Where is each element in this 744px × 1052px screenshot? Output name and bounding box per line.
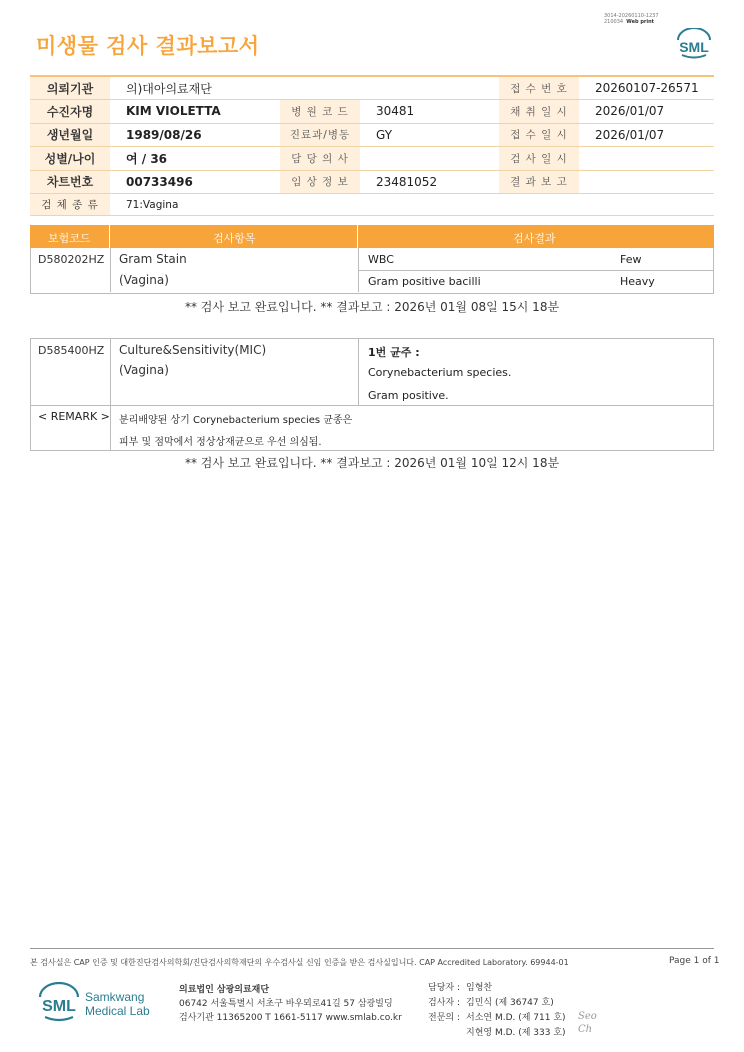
results-header: [30, 225, 714, 248]
sex-age-label: 성별/나이: [30, 147, 110, 171]
test2-item-line2: (Vagina): [119, 363, 169, 377]
hospital-code-label: 병 원 코 드: [280, 100, 360, 124]
cert-text: 본 검사실은 CAP 인증 및 대한진단검사의학회/진단검사의학재단의 우수검사실 신임 인증을 받은 검사실입니다. CAP Accredited Laboratory. 69944-01: [30, 958, 569, 967]
meta-line1: 3014-20260110-1237: [604, 13, 659, 19]
clinical-label: 임 상 정 보: [280, 170, 360, 194]
signature-line2: Ch: [578, 1024, 593, 1035]
birth-label: 생년월일: [30, 123, 110, 147]
remark-line2: 피부 및 점막에서 정상상재균으로 우선 의심됨.: [119, 437, 322, 448]
remark-label: < REMARK >: [38, 410, 110, 423]
test2-result-line1: 1번 균주 :: [368, 346, 420, 359]
collect-date-value: 2026/01/07: [579, 100, 714, 124]
logo-text: SML: [679, 39, 709, 55]
org-info: [179, 983, 402, 1025]
report-value: [579, 170, 714, 194]
test1-result-name: WBC: [368, 253, 394, 266]
sex-age-value: 여 / 36: [110, 147, 280, 171]
test2-result-line3: Gram positive.: [368, 389, 449, 402]
specialist-label: 전문의 :: [428, 1013, 460, 1023]
test1-block: [30, 248, 714, 294]
page-number: Page 1 of 1: [669, 956, 720, 966]
test-date-value: [579, 147, 714, 171]
receipt-no-label: 접 수 번 호: [499, 76, 579, 100]
clinical-value: 23481052: [360, 170, 499, 194]
name-label: 수진자명: [30, 100, 110, 124]
chart-value: 00733496: [110, 170, 280, 194]
specimen-label: 검 체 종 류: [30, 194, 110, 216]
test2-note: ** 검사 보고 완료입니다. ** 결과보고 : 2026년 01월 10일 12시 18분: [184, 456, 560, 470]
dept-label: 진료과/병동: [280, 123, 360, 147]
header-item: 검사항목: [213, 232, 256, 245]
receipt-date-value: 2026/01/07: [579, 123, 714, 147]
report-label: 결 과 보 고: [499, 170, 579, 194]
receipt-no-value: 20260107-26571: [579, 76, 714, 100]
client-label: 의뢰기관: [30, 76, 110, 100]
org-address: 06742 서울특별시 서초구 바우뫼로41길 57 삼광빌딩: [179, 999, 393, 1009]
test-date-label: 검 사 일 시: [499, 147, 579, 171]
header-result: 검사결과: [513, 232, 556, 245]
collect-date-label: 채 취 일 시: [499, 100, 579, 124]
receipt-date-label: 접 수 일 시: [499, 123, 579, 147]
remark-line1: 분리배양된 상기 Corynebacterium species 균종은: [119, 415, 353, 426]
meta-print: Web print: [626, 19, 655, 25]
brand-line2: Medical Lab: [85, 1004, 150, 1018]
test2-result-line2: Corynebacterium species.: [368, 366, 512, 379]
specialist2: 지현영 M.D. (제 333 호): [466, 1028, 566, 1038]
test1-item-line1: Gram Stain: [119, 252, 187, 266]
specialist1: 서소연 M.D. (제 711 호): [466, 1013, 566, 1023]
test1-item-line2: (Vagina): [119, 273, 169, 287]
tester: 김민식 (제 36747 호): [466, 998, 554, 1008]
footer-divider: [30, 948, 714, 949]
chart-label: 차트번호: [30, 170, 110, 194]
patient-info-table: [30, 75, 714, 216]
staff-info: [428, 981, 566, 1041]
logo-text: SML: [42, 998, 76, 1015]
test2-item-line1: Culture&Sensitivity(MIC): [119, 343, 267, 357]
tester-label: 검사자 :: [428, 998, 460, 1008]
meta-line2: 210034: [604, 19, 624, 25]
doctor-label: 담 당 의 사: [280, 147, 360, 171]
org-name: 의료법인 삼광의료재단: [179, 985, 270, 995]
test1-note: ** 검사 보고 완료입니다. ** 결과보고 : 2026년 01월 08일 15시 18분: [184, 300, 560, 314]
client-value: 의)대아의료재단: [110, 76, 499, 100]
test1-code: D580202HZ: [38, 253, 105, 266]
specimen-value: 71:Vagina: [110, 194, 714, 216]
brand-name: [85, 990, 150, 1018]
doctor-value: [360, 147, 499, 171]
print-meta: [604, 13, 659, 25]
test2-code: D585400HZ: [38, 344, 105, 357]
brand-line1: Samkwang: [85, 990, 145, 1004]
signature: [578, 1010, 597, 1036]
sml-logo-icon: [36, 982, 82, 1024]
name-value: KIM VIOLETTA: [110, 100, 280, 124]
org-contact: 검사기관 11365200 T 1661-5117 www.smlab.co.kr: [179, 1013, 402, 1023]
header-code: 보험코드: [48, 232, 91, 245]
report-title: 미생물 검사 결과보고서: [36, 34, 260, 58]
test1-result-value: Few: [620, 253, 642, 266]
signature-line1: Seo: [578, 1011, 597, 1022]
birth-value: 1989/08/26: [110, 123, 280, 147]
staff-in-charge-label: 담당자 :: [428, 983, 460, 993]
dept-value: GY: [360, 123, 499, 147]
test2-block: [30, 338, 714, 451]
hospital-code-value: 30481: [360, 100, 499, 124]
sml-logo-icon: [674, 28, 714, 60]
staff-in-charge: 임형찬: [466, 983, 493, 993]
test1-result-name: Gram positive bacilli: [368, 275, 481, 288]
test1-result-value: Heavy: [620, 275, 655, 288]
